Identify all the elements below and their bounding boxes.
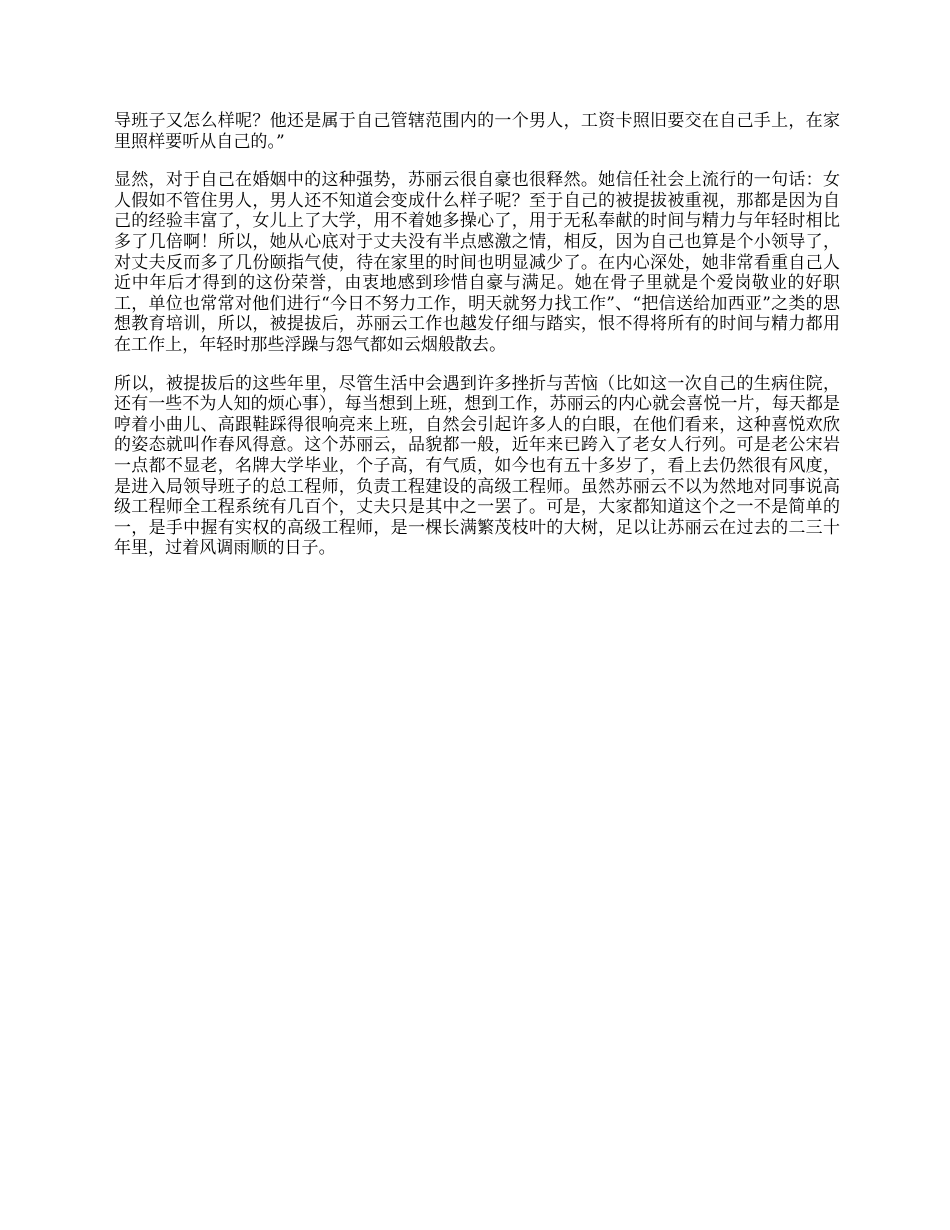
- paragraph-3: 所以，被提拔后的这些年里，尽管生活中会遇到许多挫折与苦恼（比如这一次自己的生病住院，还有一些不为人知的烦心事），每当想到上班，想到工作，苏丽云的内心就会喜悦一片，每天都是哼着小曲儿、高跟鞋踩得很响亮来上班，自然会引起许多人的白眼，在他们看来，这种喜悦欢欣的姿态就叫作春风得意。这个苏丽云，品貌都一般，近年来已跨入了老女人行列。可是老公宋岩一点都不显老，名牌大学毕业，个子高，有气质，如今也有五十多岁了，看上去仍然很有风度，是进入局领导班子的总工程师，负责工程建设的高级工程师。虽然苏丽云不以为然地对同事说高级工程师全工程系统有几百个，丈夫只是其中之一罢了。可是，大家都知道这个之一不是简单的一，是手中握有实权的高级工程师，是一棵长满繁茂枝叶的大树，足以让苏丽云在过去的二三十年里，过着风调雨顺的日子。: [114, 373, 840, 559]
- document-body: [114, 111, 840, 577]
- paragraph-2: 显然，对于自己在婚姻中的这种强势，苏丽云很自豪也很释然。她信任社会上流行的一句话：女人假如不管住男人，男人还不知道会变成什么样子呢？至于自己的被提拔被重视，那都是因为自己的经验丰富了，女儿上了大学，用不着她多操心了，用于无私奉献的时间与精力与年轻时相比多了几倍啊！所以，她从心底对于丈夫没有半点感激之情，相反，因为自己也算是个小领导了，对丈夫反而多了几份颐指气使，待在家里的时间也明显减少了。在内心深处，她非常看重自己人近中年后才得到的这份荣誉，由衷地感到珍惜自豪与满足。她在骨子里就是个爱岗敬业的好职工，单位也常常对他们进行“今日不努力工作，明天就努力找工作”、“把信送给加西亚”之类的思想教育培训，所以，被提拔后，苏丽云工作也越发仔细与踏实，恨不得将所有的时间与精力都用在工作上，年轻时那些浮躁与怨气都如云烟般散去。: [114, 170, 840, 355]
- paragraph-1: 导班子又怎么样呢？他还是属于自己管辖范围内的一个男人，工资卡照旧要交在自己手上，在家里照样要听从自己的。”: [114, 111, 840, 152]
